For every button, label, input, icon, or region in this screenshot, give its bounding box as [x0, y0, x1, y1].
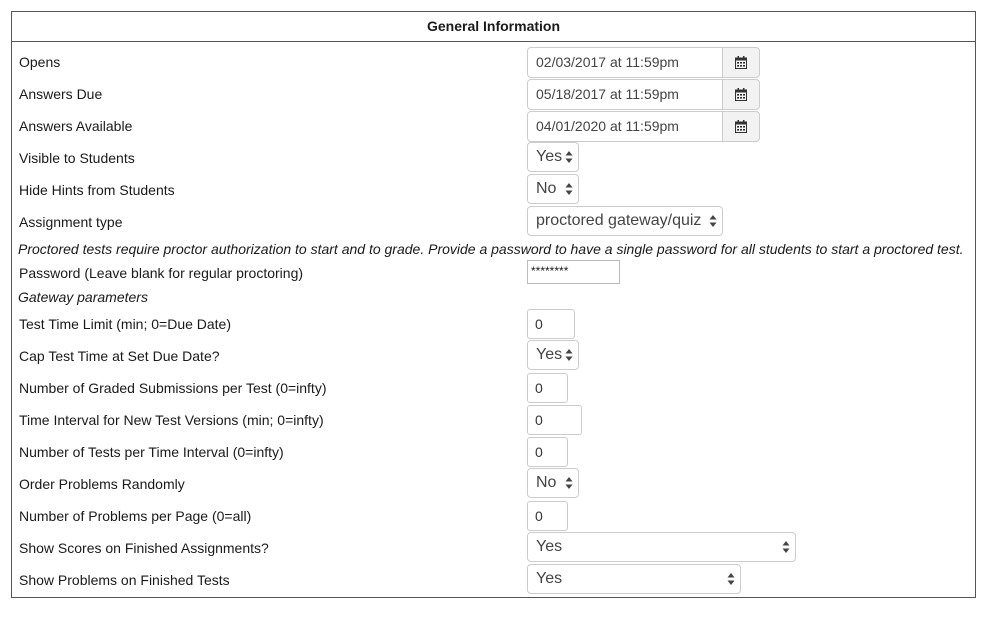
panel-title: General Information	[12, 12, 975, 42]
problems-per-page-input[interactable]: 0	[527, 501, 568, 531]
select-arrows-icon	[565, 150, 573, 164]
visible-to-students-select[interactable]	[527, 142, 579, 172]
answers-available-label: Answers Available	[19, 118, 133, 134]
hide-hints-select[interactable]	[527, 174, 579, 204]
answers-due-calendar-button[interactable]	[722, 79, 760, 110]
time-interval-input[interactable]: 0	[527, 405, 582, 435]
opens-calendar-button[interactable]	[722, 47, 760, 78]
password-label: Password (Leave blank for regular proctoring)	[19, 265, 304, 281]
graded-submissions-label: Number of Graded Submissions per Test (0=infty)	[19, 380, 327, 396]
assignment-type-select[interactable]	[527, 206, 723, 236]
visible-to-students-label: Visible to Students	[19, 150, 135, 166]
select-arrows-icon	[565, 182, 573, 196]
order-random-value: No	[536, 474, 557, 491]
show-problems-label: Show Problems on Finished Tests	[19, 572, 230, 588]
visible-to-students-value: Yes	[536, 148, 563, 165]
show-scores-label: Show Scores on Finished Assignments?	[19, 540, 269, 556]
general-information-panel	[11, 11, 976, 598]
tests-per-interval-input[interactable]: 0	[527, 437, 568, 467]
time-limit-input[interactable]: 0	[527, 309, 575, 339]
time-interval-label: Time Interval for New Test Versions (min; 0=infty)	[19, 412, 324, 428]
order-random-select[interactable]	[527, 468, 579, 498]
calendar-icon	[735, 88, 747, 101]
assignment-type-label: Assignment type	[19, 214, 123, 230]
hide-hints-label: Hide Hints from Students	[19, 182, 175, 198]
password-input[interactable]: ********	[527, 260, 620, 284]
show-scores-value: Yes	[536, 538, 563, 555]
answers-due-date-input[interactable]: 05/18/2017 at 11:59pm	[527, 79, 723, 110]
cap-time-select[interactable]	[527, 340, 579, 370]
tests-per-interval-label: Number of Tests per Time Interval (0=infty)	[19, 444, 284, 460]
answers-available-date-input[interactable]: 04/01/2020 at 11:59pm	[527, 111, 723, 142]
order-random-label: Order Problems Randomly	[19, 476, 185, 492]
opens-date-input[interactable]: 02/03/2017 at 11:59pm	[527, 47, 723, 78]
select-arrows-icon	[727, 572, 735, 586]
gateway-parameters-heading: Gateway parameters	[18, 289, 148, 305]
graded-submissions-input[interactable]: 0	[527, 373, 568, 403]
select-arrows-icon	[709, 214, 717, 228]
select-arrows-icon	[565, 348, 573, 362]
calendar-icon	[735, 120, 747, 133]
proctor-note: Proctored tests require proctor authorization to start and to grade. Provide a password to have a single password for all students to start a proctored test.	[18, 241, 964, 257]
opens-label: Opens	[19, 54, 61, 70]
show-problems-value: Yes	[536, 570, 563, 587]
select-arrows-icon	[565, 476, 573, 490]
time-limit-label: Test Time Limit (min; 0=Due Date)	[19, 316, 232, 332]
hide-hints-value: No	[536, 180, 557, 197]
cap-time-label: Cap Test Time at Set Due Date?	[19, 348, 220, 364]
select-arrows-icon	[782, 540, 790, 554]
show-scores-select[interactable]	[527, 532, 796, 562]
answers-available-calendar-button[interactable]	[722, 111, 760, 142]
assignment-type-value: proctored gateway/quiz	[536, 212, 702, 229]
calendar-icon	[735, 56, 747, 69]
answers-due-label: Answers Due	[19, 86, 103, 102]
cap-time-value: Yes	[536, 346, 563, 363]
problems-per-page-label: Number of Problems per Page (0=all)	[19, 508, 252, 524]
show-problems-select[interactable]	[527, 564, 741, 594]
